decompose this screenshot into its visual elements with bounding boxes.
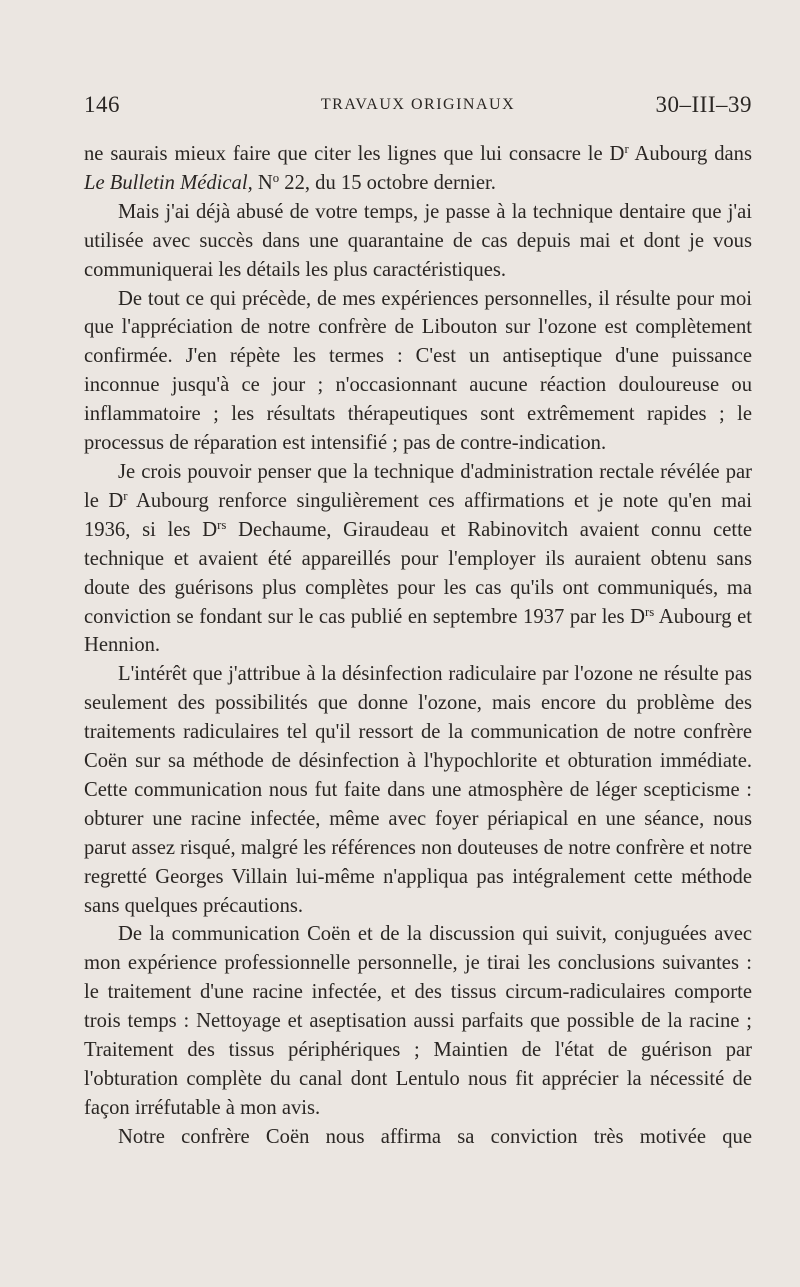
paragraph-1: ne saurais mieux faire que citer les lignes que lui consacre le $D^r$ Aubourg dans Le Bulletin Médical, $N^o$ 22, du 15 octobre dernier.: [84, 141, 752, 194]
paragraph-4: Je crois pouvoir penser que la technique d'administration rectale révélée par le $D^r$ Aubourg renforce singulièrement ces affirmations et je note qu'en mai 1936, si les $D^{rs}$ Dechaume, Giraudeau et Rabinovitch avaient connu cette technique et avaient été appareillés pour l'employer ils auraient obtenu sans doute des guérisons plus complètes pour les cas qu'ils ont communiqués, ma conviction se fondant sur le cas publié en septembre 1937 par les $D^{rs}$ Aubourg et Hennion.: [84, 460, 753, 657]
running-title: TRAVAUX ORIGINAUX: [320, 96, 516, 113]
page-number: 146: [84, 92, 120, 117]
paragraph-7: Notre confrère Coën nous affirma sa conviction très motivée que: [118, 1125, 752, 1148]
paragraph-3: De tout ce qui précède, de mes expériences personnelles, il résulte pour moi que l'appréciation de notre confrère de Libouton sur l'ozone est complètement confirmée. J'en répète les termes : C'est un antiseptique d'une puissance inconnue jusqu'à ce jour ; n'occasionnant aucune réaction douloureuse ou inflammatoire ; les résultats thérapeutiques sont extrêmement rapides ; le processus de réparation est intensifié ; pas de contre-indication.: [84, 287, 752, 455]
journal-title: Le Bulletin Médical,: [84, 171, 253, 194]
paragraph-5: L'intérêt que j'attribue à la désinfection radiculaire par l'ozone ne résulte pas seulement des possibilités que donne l'ozone, mais encore du problème des traitements radiculaires tel qu'il ressort de la communication de notre confrère Coën sur sa méthode de désinfection à l'hypochlorite et obturation immédiate. Cette communication nous fut faite dans une atmosphère de léger scepticisme : obturer une racine infectée, même avec foyer périapical en une séance, nous parut assez risqué, malgré les références non douteuses de notre confrère et notre regretté Georges Villain lui-même n'appliqua pas intégralement cette méthode sans quelques précautions.: [84, 663, 752, 917]
paragraph-2: Mais j'ai déjà abusé de votre temps, je passe à la technique dentaire que j'ai utilisée avec succès dans une quarantaine de cas depuis mai et dont je vous communiquerai les détails les plus caractéristiques.: [84, 200, 752, 281]
paragraph-6: De la communication Coën et de la discussion qui suivit, conjuguées avec mon expérience professionnelle personnelle, je tirai les conclusions suivantes : le traitement d'une racine infectée, et des tissus circum-radiculaires comporte trois temps : Nettoyage et aseptisation aussi parfaits que possible de la racine ; Traitement des tissus périphériques ; Maintien de l'état de guérison par l'obturation complète du canal dont Lentulo nous fit apprécier la nécessité de façon irréfutable à mon avis.: [84, 923, 752, 1119]
issue-date: 30–III–39: [655, 92, 752, 117]
article-body: [84, 140, 752, 1152]
running-header: [84, 92, 752, 124]
document-page: [84, 92, 752, 1152]
